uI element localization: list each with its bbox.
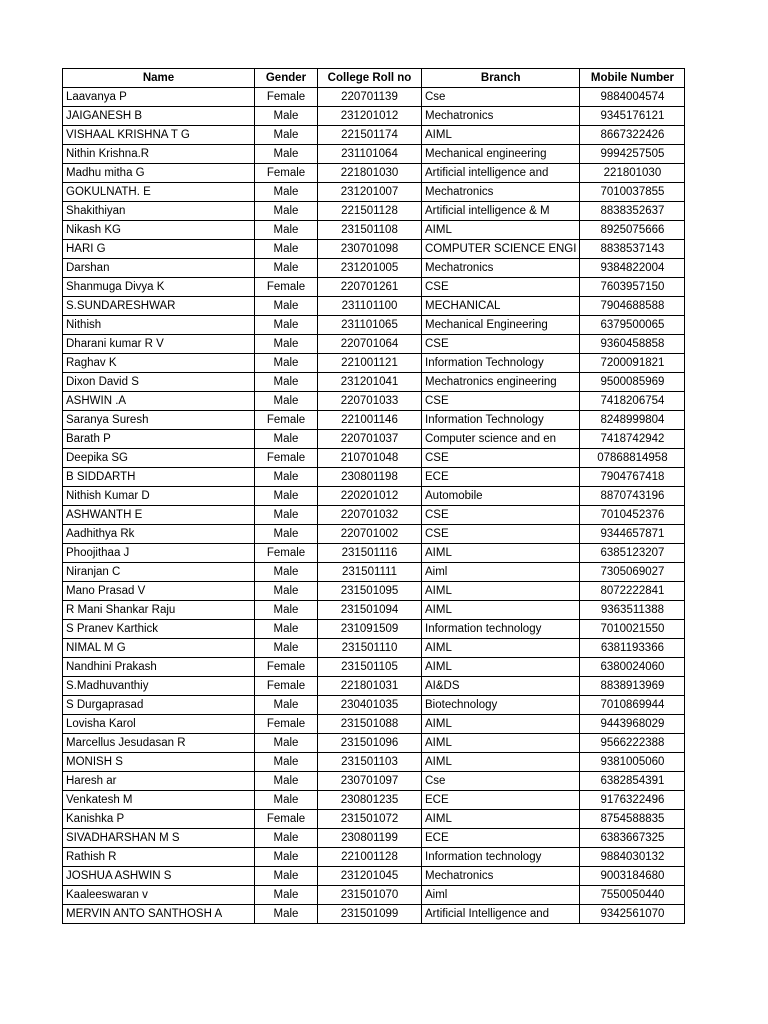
mobile-cell: 8667322426 <box>580 126 685 145</box>
branch-cell: Mechanical Engineering <box>422 316 580 335</box>
table-row <box>63 88 685 107</box>
roll-no-cell: 231501116 <box>318 544 422 563</box>
gender-cell: Male <box>255 487 318 506</box>
table-row <box>63 164 685 183</box>
mobile-cell: 9363511388 <box>580 601 685 620</box>
roll-no-cell: 220701032 <box>318 506 422 525</box>
roll-no-cell: 231501094 <box>318 601 422 620</box>
name-cell: Deepika SG <box>63 449 255 468</box>
gender-cell: Male <box>255 582 318 601</box>
gender-cell: Female <box>255 411 318 430</box>
roll-no-cell: 220701037 <box>318 430 422 449</box>
gender-cell: Male <box>255 525 318 544</box>
table-row <box>63 411 685 430</box>
name-cell: Barath P <box>63 430 255 449</box>
roll-no-cell: 230801199 <box>318 829 422 848</box>
gender-cell: Female <box>255 88 318 107</box>
branch-cell: AIML <box>422 544 580 563</box>
gender-cell: Male <box>255 620 318 639</box>
branch-cell: Artificial Intelligence and <box>422 905 580 924</box>
name-cell: Laavanya P <box>63 88 255 107</box>
roll-no-cell: 220701033 <box>318 392 422 411</box>
roll-no-cell: 220701064 <box>318 335 422 354</box>
branch-cell: AIML <box>422 734 580 753</box>
table-row <box>63 715 685 734</box>
roll-no-cell: 220701002 <box>318 525 422 544</box>
branch-cell: Mechatronics <box>422 107 580 126</box>
roll-no-cell: 221001121 <box>318 354 422 373</box>
roll-no-cell: 231501105 <box>318 658 422 677</box>
name-cell: Kaaleeswaran v <box>63 886 255 905</box>
name-cell: SIVADHARSHAN M S <box>63 829 255 848</box>
table-row <box>63 696 685 715</box>
mobile-cell: 7010869944 <box>580 696 685 715</box>
table-row <box>63 582 685 601</box>
name-cell: Raghav K <box>63 354 255 373</box>
table-row <box>63 639 685 658</box>
name-cell: Dixon David S <box>63 373 255 392</box>
mobile-cell: 8925075666 <box>580 221 685 240</box>
table-row <box>63 297 685 316</box>
table-row <box>63 107 685 126</box>
mobile-cell: 8072222841 <box>580 582 685 601</box>
mobile-cell: 9003184680 <box>580 867 685 886</box>
name-cell: Shakithiyan <box>63 202 255 221</box>
mobile-cell: 8870743196 <box>580 487 685 506</box>
table-row <box>63 848 685 867</box>
roll-no-cell: 231501095 <box>318 582 422 601</box>
table-row <box>63 392 685 411</box>
roll-no-cell: 221501128 <box>318 202 422 221</box>
branch-cell: AIML <box>422 221 580 240</box>
mobile-cell: 7010021550 <box>580 620 685 639</box>
mobile-cell: 7550050440 <box>580 886 685 905</box>
branch-cell: ECE <box>422 791 580 810</box>
table-row <box>63 734 685 753</box>
roll-no-cell: 231501088 <box>318 715 422 734</box>
gender-cell: Male <box>255 107 318 126</box>
name-cell: Dharani kumar R V <box>63 335 255 354</box>
mobile-cell: 7904688588 <box>580 297 685 316</box>
gender-cell: Female <box>255 164 318 183</box>
table-row <box>63 829 685 848</box>
gender-cell: Male <box>255 126 318 145</box>
table-row <box>63 487 685 506</box>
branch-cell: Artificial intelligence & M <box>422 202 580 221</box>
gender-cell: Female <box>255 544 318 563</box>
table-row <box>63 677 685 696</box>
table-row <box>63 468 685 487</box>
branch-cell: Mechatronics <box>422 259 580 278</box>
table-row <box>63 905 685 924</box>
table-row <box>63 183 685 202</box>
table-row <box>63 886 685 905</box>
roll-no-cell: 231201012 <box>318 107 422 126</box>
table-row <box>63 373 685 392</box>
roll-no-cell: 231201041 <box>318 373 422 392</box>
mobile-cell: 7305069027 <box>580 563 685 582</box>
mobile-cell: 7904767418 <box>580 468 685 487</box>
name-cell: VISHAAL KRISHNA T G <box>63 126 255 145</box>
roll-no-cell: 231501103 <box>318 753 422 772</box>
table-row <box>63 544 685 563</box>
roll-no-cell: 231101064 <box>318 145 422 164</box>
gender-cell: Female <box>255 449 318 468</box>
roll-no-cell: 230801235 <box>318 791 422 810</box>
roll-no-cell: 230401035 <box>318 696 422 715</box>
table-row <box>63 202 685 221</box>
name-cell: NIMAL M G <box>63 639 255 658</box>
header-branch: Branch <box>422 69 580 88</box>
branch-cell: AIML <box>422 658 580 677</box>
table-row <box>63 620 685 639</box>
header-name: Name <box>63 69 255 88</box>
mobile-cell: 6381193366 <box>580 639 685 658</box>
mobile-cell: 7418206754 <box>580 392 685 411</box>
mobile-cell: 9500085969 <box>580 373 685 392</box>
roll-no-cell: 231101100 <box>318 297 422 316</box>
name-cell: Phoojithaa J <box>63 544 255 563</box>
table-row <box>63 449 685 468</box>
name-cell: Kanishka P <box>63 810 255 829</box>
branch-cell: Computer science and en <box>422 430 580 449</box>
roll-no-cell: 221501174 <box>318 126 422 145</box>
mobile-cell: 7200091821 <box>580 354 685 373</box>
mobile-cell: 9360458858 <box>580 335 685 354</box>
table-row <box>63 525 685 544</box>
roll-no-cell: 231501111 <box>318 563 422 582</box>
branch-cell: Aiml <box>422 886 580 905</box>
name-cell: HARI G <box>63 240 255 259</box>
table-row <box>63 772 685 791</box>
gender-cell: Female <box>255 677 318 696</box>
branch-cell: Cse <box>422 88 580 107</box>
gender-cell: Male <box>255 639 318 658</box>
table-row <box>63 145 685 164</box>
roll-no-cell: 230701097 <box>318 772 422 791</box>
roll-no-cell: 210701048 <box>318 449 422 468</box>
mobile-cell: 9345176121 <box>580 107 685 126</box>
name-cell: Venkatesh M <box>63 791 255 810</box>
roll-no-cell: 231091509 <box>318 620 422 639</box>
gender-cell: Male <box>255 335 318 354</box>
table-row <box>63 810 685 829</box>
name-cell: Lovisha Karol <box>63 715 255 734</box>
branch-cell: Information technology <box>422 848 580 867</box>
mobile-cell: 07868814958 <box>580 449 685 468</box>
gender-cell: Male <box>255 145 318 164</box>
branch-cell: COMPUTER SCIENCE ENGI <box>422 240 580 259</box>
name-cell: JOSHUA ASHWIN S <box>63 867 255 886</box>
branch-cell: ECE <box>422 829 580 848</box>
table-row <box>63 259 685 278</box>
name-cell: Aadhithya Rk <box>63 525 255 544</box>
header-roll-no: College Roll no <box>318 69 422 88</box>
table-row <box>63 354 685 373</box>
name-cell: S.Madhuvanthiy <box>63 677 255 696</box>
roll-no-cell: 220701261 <box>318 278 422 297</box>
gender-cell: Male <box>255 848 318 867</box>
table-row <box>63 278 685 297</box>
branch-cell: CSE <box>422 335 580 354</box>
roll-no-cell: 230701098 <box>318 240 422 259</box>
name-cell: ASHWIN .A <box>63 392 255 411</box>
gender-cell: Male <box>255 354 318 373</box>
table-row <box>63 601 685 620</box>
branch-cell: Artificial intelligence and <box>422 164 580 183</box>
gender-cell: Male <box>255 373 318 392</box>
mobile-cell: 8838537143 <box>580 240 685 259</box>
header-mobile-number: Mobile Number <box>580 69 685 88</box>
name-cell: S.SUNDARESHWAR <box>63 297 255 316</box>
table-row <box>63 221 685 240</box>
mobile-cell: 6380024060 <box>580 658 685 677</box>
name-cell: Nikash KG <box>63 221 255 240</box>
branch-cell: CSE <box>422 525 580 544</box>
branch-cell: Information technology <box>422 620 580 639</box>
gender-cell: Male <box>255 468 318 487</box>
mobile-cell: 6385123207 <box>580 544 685 563</box>
name-cell: Niranjan C <box>63 563 255 582</box>
branch-cell: Information Technology <box>422 354 580 373</box>
student-table <box>62 68 685 924</box>
table-row <box>63 658 685 677</box>
table-row <box>63 506 685 525</box>
mobile-cell: 9381005060 <box>580 753 685 772</box>
gender-cell: Female <box>255 810 318 829</box>
gender-cell: Male <box>255 829 318 848</box>
mobile-cell: 9176322496 <box>580 791 685 810</box>
branch-cell: AIML <box>422 639 580 658</box>
name-cell: S Pranev Karthick <box>63 620 255 639</box>
mobile-cell: 6382854391 <box>580 772 685 791</box>
branch-cell: AI&DS <box>422 677 580 696</box>
branch-cell: Mechatronics engineering <box>422 373 580 392</box>
mobile-cell: 8838913969 <box>580 677 685 696</box>
table-row <box>63 240 685 259</box>
name-cell: MONISH S <box>63 753 255 772</box>
gender-cell: Male <box>255 886 318 905</box>
roll-no-cell: 231501096 <box>318 734 422 753</box>
name-cell: Marcellus Jesudasan R <box>63 734 255 753</box>
gender-cell: Male <box>255 183 318 202</box>
branch-cell: Mechanical engineering <box>422 145 580 164</box>
roll-no-cell: 231501072 <box>318 810 422 829</box>
branch-cell: AIML <box>422 810 580 829</box>
branch-cell: CSE <box>422 449 580 468</box>
name-cell: Nithish <box>63 316 255 335</box>
gender-cell: Male <box>255 772 318 791</box>
header-gender: Gender <box>255 69 318 88</box>
name-cell: Haresh ar <box>63 772 255 791</box>
mobile-cell: 8838352637 <box>580 202 685 221</box>
mobile-cell: 6383667325 <box>580 829 685 848</box>
gender-cell: Male <box>255 696 318 715</box>
roll-no-cell: 231501070 <box>318 886 422 905</box>
gender-cell: Male <box>255 734 318 753</box>
gender-cell: Male <box>255 753 318 772</box>
gender-cell: Male <box>255 392 318 411</box>
mobile-cell: 9443968029 <box>580 715 685 734</box>
mobile-cell: 6379500065 <box>580 316 685 335</box>
mobile-cell: 7010037855 <box>580 183 685 202</box>
name-cell: Darshan <box>63 259 255 278</box>
name-cell: ASHWANTH E <box>63 506 255 525</box>
gender-cell: Male <box>255 240 318 259</box>
branch-cell: Automobile <box>422 487 580 506</box>
mobile-cell: 9384822004 <box>580 259 685 278</box>
branch-cell: CSE <box>422 278 580 297</box>
gender-cell: Male <box>255 563 318 582</box>
name-cell: Madhu mitha G <box>63 164 255 183</box>
branch-cell: AIML <box>422 582 580 601</box>
mobile-cell: 221801030 <box>580 164 685 183</box>
gender-cell: Male <box>255 601 318 620</box>
branch-cell: AIML <box>422 601 580 620</box>
branch-cell: AIML <box>422 715 580 734</box>
mobile-cell: 9884004574 <box>580 88 685 107</box>
branch-cell: ECE <box>422 468 580 487</box>
branch-cell: Information Technology <box>422 411 580 430</box>
roll-no-cell: 231201045 <box>318 867 422 886</box>
name-cell: Saranya Suresh <box>63 411 255 430</box>
branch-cell: AIML <box>422 753 580 772</box>
roll-no-cell: 221001146 <box>318 411 422 430</box>
branch-cell: CSE <box>422 506 580 525</box>
table-row <box>63 753 685 772</box>
roll-no-cell: 231101065 <box>318 316 422 335</box>
table-row <box>63 126 685 145</box>
table-row <box>63 563 685 582</box>
roll-no-cell: 220201012 <box>318 487 422 506</box>
name-cell: Shanmuga Divya K <box>63 278 255 297</box>
name-cell: Mano Prasad V <box>63 582 255 601</box>
name-cell: Nandhini Prakash <box>63 658 255 677</box>
name-cell: JAIGANESH B <box>63 107 255 126</box>
roll-no-cell: 221801031 <box>318 677 422 696</box>
table-row <box>63 335 685 354</box>
roll-no-cell: 220701139 <box>318 88 422 107</box>
table-row <box>63 867 685 886</box>
roll-no-cell: 231501099 <box>318 905 422 924</box>
name-cell: Nithish Kumar D <box>63 487 255 506</box>
branch-cell: Mechatronics <box>422 183 580 202</box>
mobile-cell: 9566222388 <box>580 734 685 753</box>
name-cell: R Mani Shankar Raju <box>63 601 255 620</box>
gender-cell: Male <box>255 506 318 525</box>
mobile-cell: 8248999804 <box>580 411 685 430</box>
name-cell: Rathish R <box>63 848 255 867</box>
branch-cell: AIML <box>422 126 580 145</box>
mobile-cell: 7603957150 <box>580 278 685 297</box>
branch-cell: Cse <box>422 772 580 791</box>
branch-cell: Biotechnology <box>422 696 580 715</box>
name-cell: Nithin Krishna.R <box>63 145 255 164</box>
mobile-cell: 9342561070 <box>580 905 685 924</box>
table-row <box>63 791 685 810</box>
gender-cell: Female <box>255 278 318 297</box>
roll-no-cell: 221801030 <box>318 164 422 183</box>
mobile-cell: 9884030132 <box>580 848 685 867</box>
roll-no-cell: 231501110 <box>318 639 422 658</box>
gender-cell: Female <box>255 658 318 677</box>
gender-cell: Male <box>255 316 318 335</box>
gender-cell: Male <box>255 297 318 316</box>
branch-cell: Aiml <box>422 563 580 582</box>
roll-no-cell: 231501108 <box>318 221 422 240</box>
gender-cell: Female <box>255 715 318 734</box>
gender-cell: Male <box>255 430 318 449</box>
roll-no-cell: 221001128 <box>318 848 422 867</box>
mobile-cell: 8754588835 <box>580 810 685 829</box>
branch-cell: Mechatronics <box>422 867 580 886</box>
name-cell: GOKULNATH. E <box>63 183 255 202</box>
name-cell: B SIDDARTH <box>63 468 255 487</box>
mobile-cell: 7010452376 <box>580 506 685 525</box>
roll-no-cell: 231201007 <box>318 183 422 202</box>
branch-cell: MECHANICAL <box>422 297 580 316</box>
table-row <box>63 316 685 335</box>
gender-cell: Male <box>255 791 318 810</box>
gender-cell: Male <box>255 202 318 221</box>
name-cell: S Durgaprasad <box>63 696 255 715</box>
roll-no-cell: 230801198 <box>318 468 422 487</box>
header-row <box>63 69 685 88</box>
mobile-cell: 9344657871 <box>580 525 685 544</box>
gender-cell: Male <box>255 867 318 886</box>
name-cell: MERVIN ANTO SANTHOSH A <box>63 905 255 924</box>
branch-cell: CSE <box>422 392 580 411</box>
roll-no-cell: 231201005 <box>318 259 422 278</box>
mobile-cell: 9994257505 <box>580 145 685 164</box>
gender-cell: Male <box>255 221 318 240</box>
gender-cell: Male <box>255 905 318 924</box>
mobile-cell: 7418742942 <box>580 430 685 449</box>
gender-cell: Male <box>255 259 318 278</box>
table-row <box>63 430 685 449</box>
